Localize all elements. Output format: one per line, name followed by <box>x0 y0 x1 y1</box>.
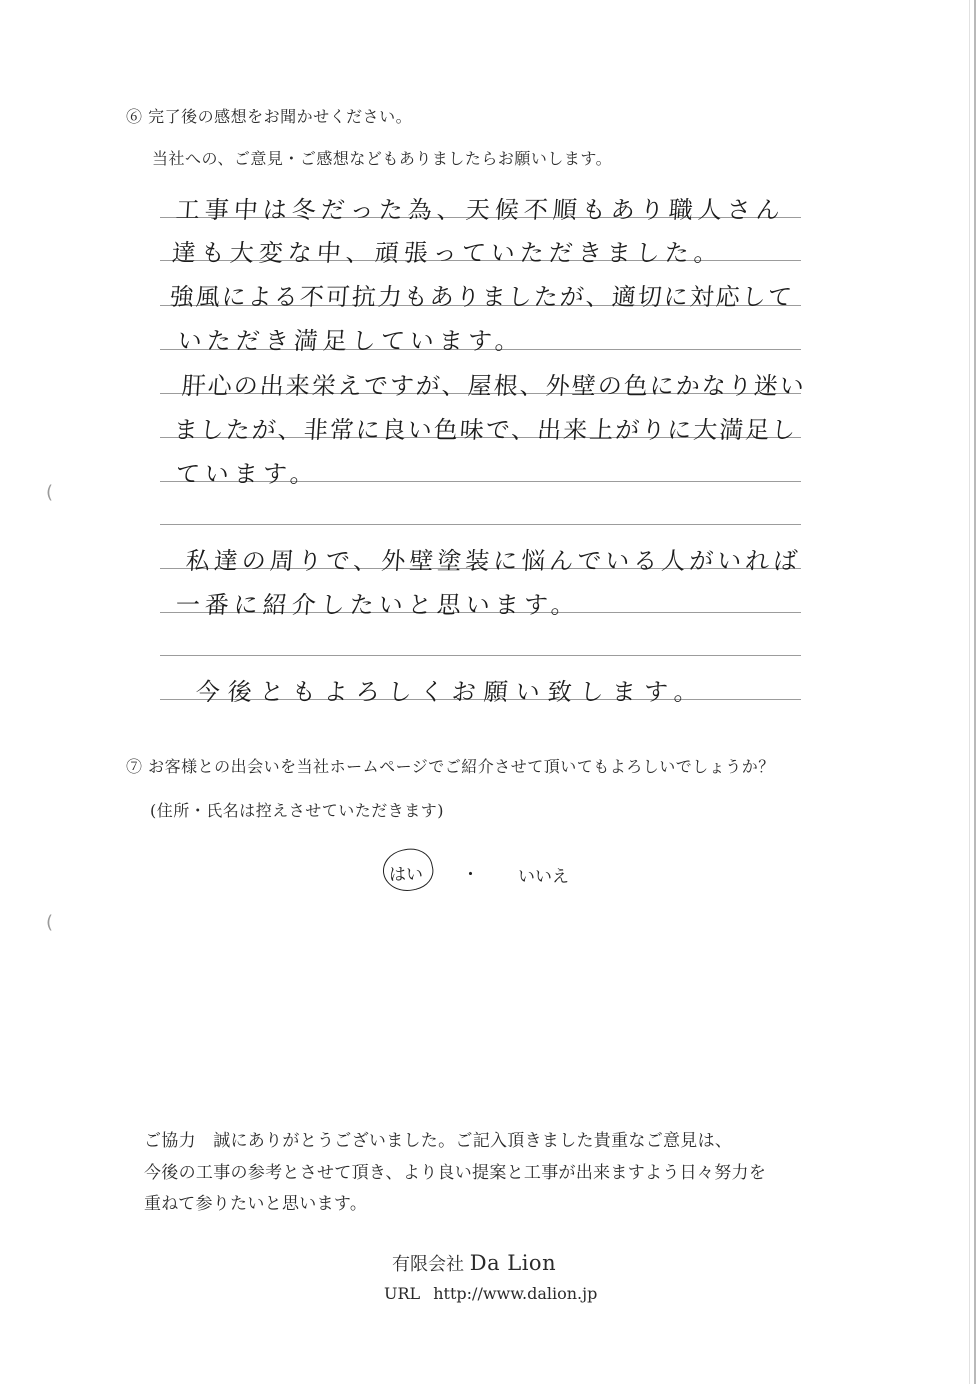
binder-hole-mark: ( <box>46 912 54 933</box>
handwritten-line: ています。 <box>174 460 320 488</box>
closing-line: 重ねて参りたいと思います。 <box>144 1194 368 1214</box>
url-label: URL <box>384 1284 421 1303</box>
question-7-subtext: (住所・氏名は控えさせていただきます) <box>150 801 444 820</box>
company-latin-name: Da Lion <box>469 1251 557 1275</box>
question-7: ⑦ お客様との出会いを当社ホームページでご紹介させて頂いてもよろしいでしょうか？ <box>126 757 775 776</box>
page-edge-inner <box>969 0 970 1384</box>
option-no[interactable]: いいえ <box>518 867 569 887</box>
handwritten-line: 工事中は冬だった為、天候不順もあり職人さん <box>174 196 786 224</box>
option-separator: ・ <box>462 865 479 885</box>
company-prefix: 有限会社 <box>392 1254 464 1275</box>
url-link[interactable]: http://www.dalion.jp <box>433 1284 598 1303</box>
handwritten-line: 私達の周りで、外壁塗装に悩んでいる人がいれば <box>184 547 803 575</box>
handwritten-line: ましたが、非常に良い色味で、出来上がりに大満足し <box>172 416 799 444</box>
closing-line: ご協力 誠にありがとうございました。ご記入頂きました貴重なご意見は、 <box>144 1131 733 1151</box>
ruled-line <box>160 524 801 525</box>
company-url <box>384 1284 597 1303</box>
binder-hole-mark: ( <box>46 482 54 503</box>
question-6: ⑥ 完了後の感想をお聞かせください。 <box>126 107 413 126</box>
handwritten-line: 今後ともよろしくお願い致します。 <box>194 678 707 706</box>
page-edge <box>974 0 976 1384</box>
handwritten-line: 強風による不可抗力もありましたが、適切に対応して <box>168 283 795 311</box>
company-name <box>392 1250 556 1276</box>
closing-line: 今後の工事の参考とさせて頂き、より良い提案と工事が出来ますよう日々努力を <box>144 1163 767 1183</box>
question-6-subtext: 当社への、ご意見・ご感想などもありましたらお願いします。 <box>152 149 613 168</box>
handwritten-line: 一番に紹介したいと思います。 <box>174 591 581 619</box>
ruled-line <box>160 655 801 656</box>
option-yes[interactable]: はい <box>389 865 423 885</box>
handwritten-line: いただき満足しています。 <box>176 327 525 355</box>
handwritten-line: 肝心の出来栄えですが、屋根、外壁の色にかなり迷い <box>180 372 807 400</box>
handwritten-line: 達も大変な中、頑張っていただきました。 <box>170 239 724 267</box>
